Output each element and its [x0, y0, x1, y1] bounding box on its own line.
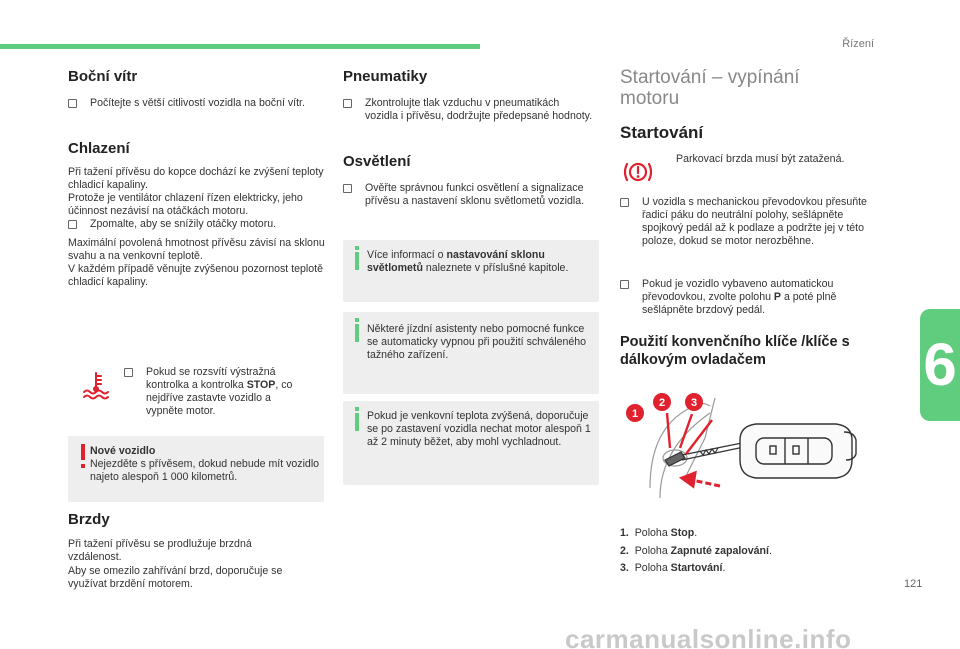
bullet-warning-lamp: Pokud se rozsvítí výstražná kontrolka a kontrolka STOP, co nejdříve zastavte vozidlo a vypněte motor.: [124, 366, 304, 418]
parking-brake-note: Parkovací brzda musí být zatažená.: [676, 153, 845, 165]
heading-chlazeni: Chlazení: [68, 140, 130, 157]
chlazeni-paragraph-2: Protože je ventilátor chlazení řízen elektricky, jeho účinnost nezávisí na otáčkách motoru.: [68, 192, 303, 217]
bullet-box-icon: [68, 99, 77, 108]
bullet-manual-gearbox: U vozidla s mechanickou převodovkou přesuňte řadicí páku do neutrální polohy, sešlápněte spojkový pedál až k podlaze a podržte jej v této poloze, dokud se motor nerozběhne.: [620, 196, 870, 248]
heading-bocni-vitr: Boční vítr: [68, 68, 138, 85]
callout-2: 2: [658, 397, 666, 409]
info-text-headlights: Více informací o nastavování sklonu světlometů naleznete v příslušné kapitole.: [367, 249, 569, 274]
info-box-headlights: [343, 240, 599, 302]
heading-osvetleni: Osvětlení: [343, 153, 411, 170]
info-icon: [355, 252, 359, 270]
position-item-2: 2. Poloha Zapnuté zapalování.: [620, 545, 772, 557]
bullet-chlazeni: Zpomalte, aby se snížily otáčky motoru.: [68, 218, 326, 231]
bullet-osvetleni: Ověřte správnou funkci osvětlení a signalizace přívěsu a nastavení sklonu světlometů vozidla.: [343, 182, 593, 208]
info-text-temperature: Pokud je venkovní teplota zvýšená, doporučuje se po zastavení vozidla nechat motor alespoň 1 až 2 minuty běžet, aby mohl vychladnout.: [367, 410, 591, 448]
warning-exclamation-icon: [81, 444, 85, 460]
chapter-tab: [920, 309, 960, 421]
bullet-box-icon: [343, 99, 352, 108]
bullet-automatic-gearbox: Pokud je vozidlo vybaveno automatickou převodovkou, zvolte polohu P a poté plně sešlápněte brzdový pedál.: [620, 278, 870, 317]
bullet-box-icon: [620, 198, 629, 207]
chlazeni-paragraph-3: Maximální povolená hmotnost přívěsu závisí na sklonu svahu a na venkovní teplotě.: [68, 237, 325, 262]
section-name: Řízení: [842, 38, 874, 50]
info-box-temperature: [343, 401, 599, 485]
info-icon: [355, 324, 359, 342]
position-item-1: 1. Poloha Stop.: [620, 527, 698, 539]
new-vehicle-warning-box: [68, 436, 324, 502]
coolant-temperature-warning-icon: [80, 370, 112, 402]
info-text-assistants: Některé jízdní asistenty nebo pomocné funkce se automaticky vypnou při použití schváleného tažného zařízení.: [367, 323, 587, 361]
bullet-bocni-vitr: Počítejte s větší citlivostí vozidla na boční vítr.: [68, 97, 318, 110]
heading-pneumatiky: Pneumatiky: [343, 68, 428, 85]
key-ignition-illustration: [620, 388, 870, 516]
chapter-number: 6: [923, 331, 957, 398]
position-item-3: 3. Poloha Startování.: [620, 562, 726, 574]
chapter-title: Startování – vypínání motoru: [620, 67, 800, 109]
callout-1: 1: [631, 408, 639, 420]
bullet-box-icon: [68, 220, 77, 229]
bullet-pneumatiky: Zkontrolujte tlak vzduchu v pneumatikách vozidla i přívěsu, dodržujte předepsané hodnoty.: [343, 97, 593, 123]
heading-startovani: Startování: [620, 123, 704, 142]
heading-brzdy: Brzdy: [68, 511, 110, 528]
bullet-box-icon: [343, 184, 352, 193]
bullet-box-icon: [124, 368, 133, 377]
top-accent-bar: [0, 44, 480, 49]
brzdy-paragraph-2: Aby se omezilo zahřívání brzd, doporučuje se využívat brzdění motorem.: [68, 565, 283, 590]
watermark: carmanualsonline.info: [565, 624, 852, 649]
heading-key-usage: Použití konvenčního klíče /klíče s dálkovým ovladačem: [620, 334, 850, 368]
new-vehicle-title: Nové vozidlo: [90, 445, 156, 457]
info-box-assistants: [343, 312, 599, 394]
info-icon: [355, 413, 359, 431]
bullet-box-icon: [620, 280, 629, 289]
chlazeni-paragraph-4: V každém případě věnujte zvýšenou pozornost teplotě chladicí kapaliny.: [68, 263, 323, 288]
page-number: 121: [904, 578, 923, 590]
parking-brake-warning-icon: [622, 158, 654, 186]
callout-3: 3: [690, 397, 698, 409]
chlazeni-paragraph-1: Při tažení přívěsu do kopce dochází ke zvýšení teploty chladicí kapaliny.: [68, 166, 324, 191]
new-vehicle-text: Nejezděte s přívěsem, dokud nebude mít vozidlo najeto alespoň 1 000 kilometrů.: [90, 458, 320, 483]
brzdy-paragraph-1: Při tažení přívěsu se prodlužuje brzdná vzdálenost.: [68, 538, 252, 563]
